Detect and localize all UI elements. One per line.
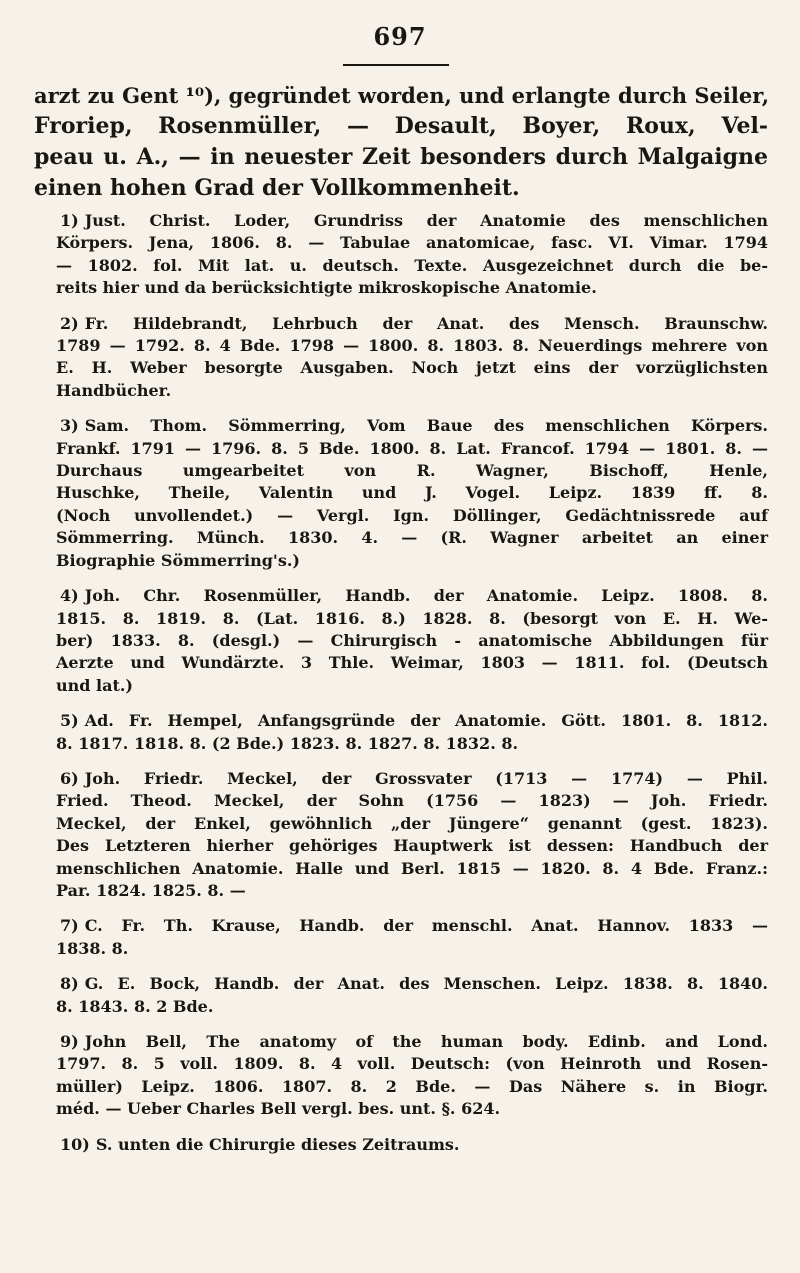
- footnote-text: Just. Christ. Loder, Grundriss der Anatomie des menschlichen: [84, 211, 768, 230]
- footnote-first-line: [56, 915, 768, 937]
- footnote: [56, 1134, 768, 1156]
- footnote-line: und lat.): [56, 675, 133, 695]
- footnote-text: Ad. Fr. Hempel, Anfangsgründe der Anatomie. Gött. 1801. 8. 1812.: [84, 711, 768, 731]
- footnote-line: Meckel, der Enkel, gewöhnlich „der Jüngere“ genannt (gest. 1823).: [56, 813, 768, 833]
- footnote-number: 6): [60, 768, 79, 788]
- footnote-line: Biographie Sömmerring's.): [56, 550, 300, 570]
- footnote-line: Durchaus umgearbeitet von R. Wagner, Bischoff, Henle,: [56, 461, 768, 481]
- footnote-line: Des Letzteren hierher gehöriges Hauptwerk ist dessen: Handbuch der: [56, 836, 768, 856]
- footnote-number: 3): [60, 416, 79, 436]
- footnote-number: 8): [60, 974, 79, 994]
- footnote-line: Körpers. Jena, 1806. 8. — Tabulae anatomicae, fasc. VI. Vimar. 1794: [56, 233, 768, 253]
- footnote: [56, 313, 768, 403]
- footnote-line: 1815. 8. 1819. 8. (Lat. 1816. 8.) 1828. 8. (besorgt von E. H. We-: [56, 608, 768, 628]
- footnote-number: 10): [60, 1134, 90, 1154]
- footnote-number: 1): [60, 211, 79, 230]
- footnote-line: Fried. Theod. Meckel, der Sohn (1756 — 1823) — Joh. Friedr.: [56, 791, 768, 811]
- footnote-first-line: [56, 768, 768, 790]
- intro-paragraph: [34, 80, 768, 204]
- footnote-line: menschlichen Anatomie. Halle und Berl. 1815 — 1820. 8. 4 Bde. Franz.:: [56, 858, 768, 878]
- footnote-text: Joh. Friedr. Meckel, der Grossvater (1713 — 1774) — Phil.: [84, 768, 768, 788]
- intro-line: einen hohen Grad der Vollkommenheit.: [34, 175, 520, 201]
- intro-line: Froriep, Rosenmüller, — Desault, Boyer, Roux, Vel-: [34, 113, 768, 139]
- footnote-text: Sam. Thom. Sömmerring, Vom Baue des menschlichen Körpers.: [84, 416, 768, 436]
- footnote-line: 8. 1817. 1818. 8. (2 Bde.) 1823. 8. 1827. 8. 1832. 8.: [56, 733, 519, 753]
- footnote: [56, 415, 768, 572]
- footnote-line: Aerzte und Wundärzte. 3 Thle. Weimar, 1803 — 1811. fol. (Deutsch: [56, 653, 768, 673]
- footnote: [56, 768, 768, 902]
- footnote-first-line: [56, 313, 768, 335]
- footnote-text: John Bell, The anatomy of the human body. Edinb. and Lond.: [84, 1032, 768, 1051]
- footnotes: [56, 210, 768, 1169]
- footnote: [56, 710, 768, 755]
- footnote-text: G. E. Bock, Handb. der Anat. des Menschen. Leipz. 1838. 8. 1840.: [84, 974, 768, 994]
- footnote-line: ber) 1833. 8. (desgl.) — Chirurgisch - anatomische Abbildungen für: [56, 630, 768, 650]
- intro-line: arzt zu Gent ¹⁰), gegründet worden, und erlangte durch Seiler,: [34, 83, 770, 108]
- footnote-line: E. H. Weber besorgte Ausgaben. Noch jetzt eins der vorzüglichsten: [56, 358, 768, 378]
- footnote-line: Par. 1824. 1825. 8. —: [56, 880, 246, 900]
- footnote-number: 4): [60, 586, 79, 606]
- footnote-first-line: [56, 585, 768, 607]
- footnote-line: (Noch unvollendet.) — Vergl. Ign. Döllinger, Gedächtnissrede auf: [56, 505, 768, 525]
- footnote-line: müller) Leipz. 1806. 1807. 8. 2 Bde. — Das Nähere s. in Biogr.: [56, 1076, 768, 1096]
- footnote-text: Joh. Chr. Rosenmüller, Handb. der Anatomie. Leipz. 1808. 8.: [84, 586, 768, 606]
- footnote-line: méd. — Ueber Charles Bell vergl. bes. unt. §. 624.: [56, 1099, 501, 1119]
- footnote-line: Frankf. 1791 — 1796. 8. 5 Bde. 1800. 8. Lat. Francof. 1794 — 1801. 8. —: [56, 438, 768, 458]
- page-number-rule: [343, 64, 449, 66]
- footnote-number: 9): [60, 1032, 79, 1051]
- footnote: [56, 210, 768, 300]
- footnote-line: 8. 1843. 8. 2 Bde.: [56, 996, 214, 1016]
- page-number: 697: [373, 22, 427, 51]
- footnote: [56, 915, 768, 960]
- footnote-first-line: [56, 415, 768, 437]
- footnote-first-line: [56, 210, 768, 232]
- footnote-text: C. Fr. Th. Krause, Handb. der menschl. Anat. Hannov. 1833 —: [84, 916, 768, 936]
- footnote-first-line: [56, 973, 768, 995]
- footnote-line: — 1802. fol. Mit lat. u. deutsch. Texte. Ausgezeichnet durch die be-: [56, 255, 768, 275]
- footnote: [56, 973, 768, 1018]
- footnote-line: 1789 — 1792. 8. 4 Bde. 1798 — 1800. 8. 1803. 8. Neuerdings mehrere von: [56, 336, 768, 356]
- footnote-first-line: [56, 1031, 768, 1053]
- footnote-number: 5): [60, 711, 79, 731]
- footnote-text: S. unten die Chirurgie dieses Zeitraums.: [95, 1134, 460, 1154]
- footnote-line: 1797. 8. 5 voll. 1809. 8. 4 voll. Deutsch: (von Heinroth und Rosen-: [56, 1054, 768, 1074]
- footnote-number: 7): [60, 916, 79, 936]
- footnote-line: 1838. 8.: [56, 938, 129, 958]
- footnote: [56, 1031, 768, 1121]
- footnote-number: 2): [60, 313, 79, 333]
- footnote-text: Fr. Hildebrandt, Lehrbuch der Anat. des Mensch. Braunschw.: [84, 313, 768, 333]
- footnote-first-line: [56, 1134, 768, 1156]
- footnote-line: Sömmerring. Münch. 1830. 4. — (R. Wagner arbeitet an einer: [56, 528, 768, 548]
- footnote-line: reits hier und da berücksichtigte mikroskopische Anatomie.: [56, 278, 597, 298]
- footnote: [56, 585, 768, 697]
- footnote-line: Handbücher.: [56, 380, 172, 400]
- footnote-first-line: [56, 710, 768, 732]
- footnote-line: Huschke, Theile, Valentin und J. Vogel. Leipz. 1839 ff. 8.: [56, 483, 768, 503]
- intro-line: peau u. A., — in neuester Zeit besonders durch Malgaigne: [34, 144, 768, 170]
